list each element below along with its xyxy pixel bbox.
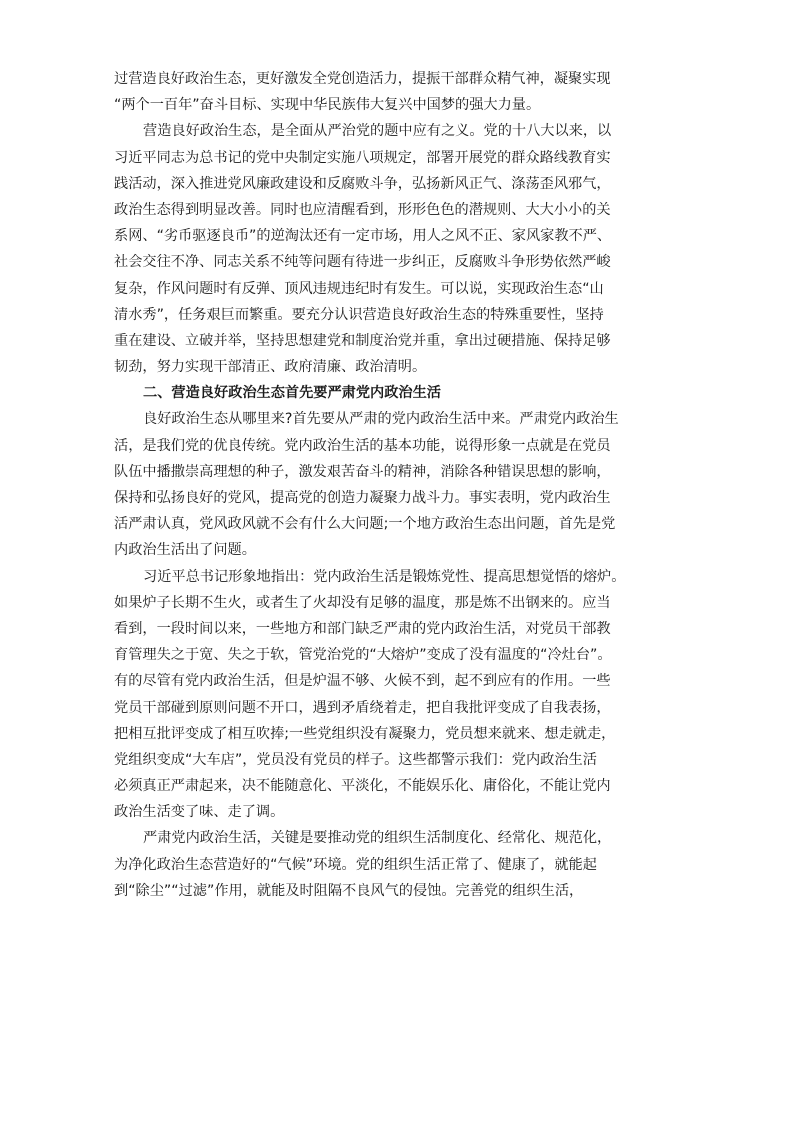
text-line: 复杂，作风问题时有反弹、顶风违规违纪时有发生。可以说，实现政治生态“山	[114, 280, 604, 297]
text-line: 韧劲，努力实现干部清正、政府清廉、政治清明。	[114, 359, 427, 376]
text-line: 党员干部碰到原则问题不开口，遇到矛盾绕着走，把自我批评变成了自我表扬，	[114, 699, 611, 716]
text-line: 为净化政治生态营造好的“气候”环境。党的组织生活正常了、健康了，就能起	[114, 856, 597, 873]
paragraph-start: 习近平总书记形象地指出：党内政治生活是锻炼党性、提高思想觉悟的熔炉。	[143, 568, 626, 585]
text-line: 有的尽管有党内政治生活，但是炉温不够、火候不到，起不到应有的作用。一些	[114, 673, 611, 690]
text-line: “两个一百年”奋斗目标、实现中华民族伟大复兴中国梦的强大力量。	[114, 97, 541, 114]
text-line: 政治生态得到明显改善。同时也应清醒看到，形形色色的潜规则、大大小小的关	[114, 201, 611, 218]
paragraph-start: 严肃党内政治生活，关键是要推动党的组织生活制度化、经常化、规范化，	[143, 830, 612, 847]
text-line: 活严肃认真，党风政风就不会有什么大问题;一个地方政治生态出问题，首先是党	[114, 516, 616, 533]
paragraph-start: 营造良好政治生态，是全面从严治党的题中应有之义。党的十八大以来，以	[143, 123, 612, 140]
text-line: 把相互批评变成了相互吹捧;一些党组织没有凝聚力，党员想来就来、想走就走，	[114, 725, 616, 742]
text-line: 育管理失之于宽、失之于软，管党治党的“大熔炉”变成了没有温度的“冷灶台”。	[114, 647, 612, 664]
text-line: 看到，一段时间以来，一些地方和部门缺乏严肃的党内政治生活，对党员干部教	[114, 620, 611, 637]
text-line: 社会交往不净、同志关系不纯等问题有待进一步纠正，反腐败斗争形势依然严峻	[114, 254, 611, 271]
text-line: 保持和弘扬良好的党风，提高党的创造力凝聚力战斗力。事实表明，党内政治生	[114, 490, 611, 506]
section-heading: 二、营造良好政治生态首先要严肃党内政治生活	[143, 385, 441, 402]
document-body	[114, 66, 626, 904]
text-line: 如果炉子长期不生火，或者生了火却没有足够的温度，那是炼不出钢来的。应当	[114, 594, 611, 611]
text-line: 系网、“劣币驱逐良币”的逆淘汰还有一定市场，用人之风不正、家风家教不严、	[114, 228, 612, 245]
text-line: 政治生活变了味、走了调。	[114, 804, 285, 821]
text-line: 清水秀”，任务艰巨而繁重。要充分认识营造良好政治生态的特殊重要性，坚持	[114, 306, 604, 323]
text-line: 重在建设、立破并举，坚持思想建党和制度治党并重，拿出过硬措施、保持足够	[114, 332, 611, 349]
text-line: 内政治生活出了问题。	[114, 542, 256, 559]
text-line: 党组织变成“大车店”，党员没有党员的样子。这些都警示我们：党内政治生活	[114, 751, 597, 768]
text-line: 到“除尘”“过滤”作用，就能及时阻隔不良风气的侵蚀。完善党的组织生活，	[114, 882, 584, 899]
paragraph-start: 良好政治生态从哪里来?首先要从严肃的党内政治生活中来。严肃党内政治生	[143, 411, 619, 428]
text-line: 践活动，深入推进党风廉政建设和反腐败斗争，弘扬新风正气、涤荡歪风邪气，	[114, 175, 611, 192]
text-line: 活，是我们党的优良传统。党内政治生活的基本功能，说得形象一点就是在党员	[114, 437, 611, 454]
text-line: 队伍中播撒崇高理想的种子，激发艰苦奋斗的精神，消除各种错误思想的影响，	[114, 463, 611, 480]
text-line: 必须真正严肃起来，决不能随意化、平淡化，不能娱乐化、庸俗化，不能让党内	[114, 778, 611, 795]
text-line: 习近平同志为总书记的党中央制定实施八项规定，部署开展党的群众路线教育实	[114, 149, 611, 166]
text-line: 过营造良好政治生态，更好激发全党创造活力，提振干部群众精气神，凝聚实现	[114, 71, 611, 87]
